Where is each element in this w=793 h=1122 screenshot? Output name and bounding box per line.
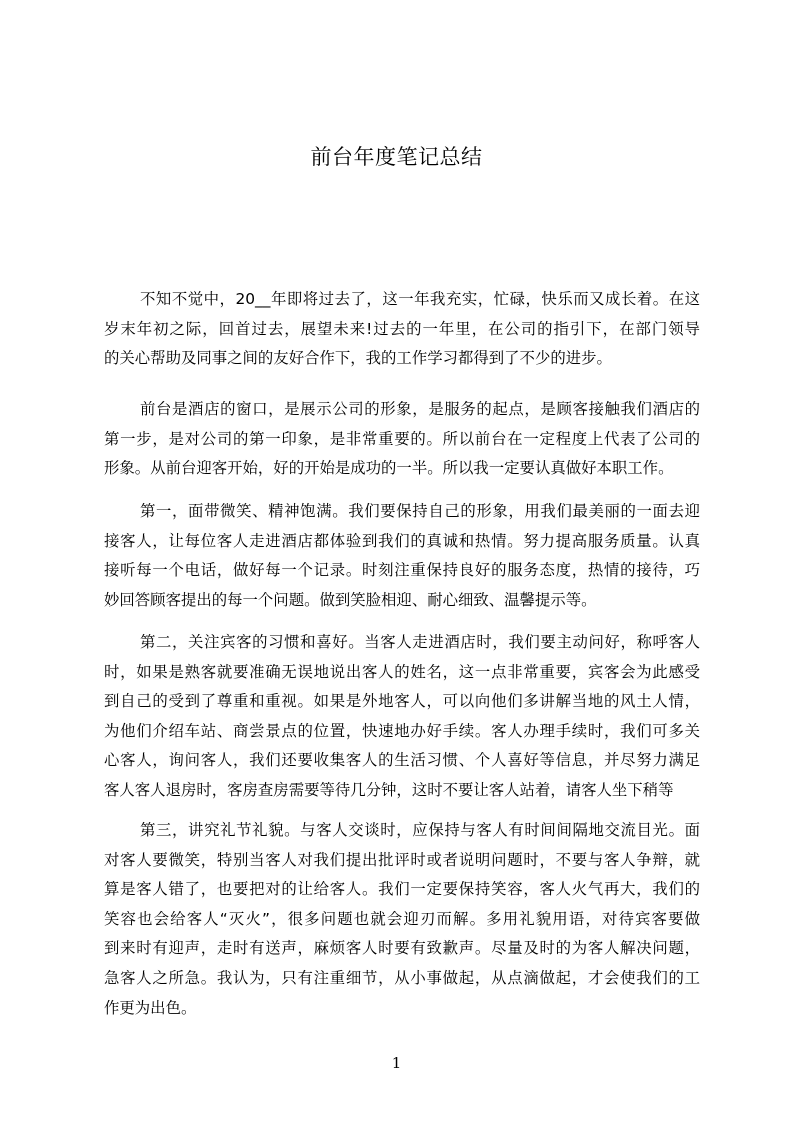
page-number: 1: [391, 1054, 402, 1072]
paragraph-line: 不知不觉中，20__年即将过去了，这一年我充实，忙碌，快乐而又成长着。在这: [140, 290, 700, 308]
paragraph: [104, 497, 700, 615]
paragraph-line: 第一步，是对公司的第一印象，是非常重要的。所以前台在一定程度上代表了公司的: [104, 429, 700, 448]
paragraph-line: 客人客人退房时，客房查房需要等待几分钟，这时不要让客人站着，请客人坐下稍等: [104, 780, 674, 799]
paragraph-line: 为他们介绍车站、商尝景点的位置，快速地办好手续。客人办理手续时，我们可多关: [104, 721, 700, 740]
paragraph-line: 作更为出色。: [104, 998, 197, 1017]
paragraph-line: 第一，面带微笑、精神饱满。我们要保持自己的形象，用我们最美丽的一面去迎: [140, 502, 700, 520]
paragraph-line: 妙回答顾客提出的每一个问题。做到笑脸相迎、耐心细致、温馨提示等。: [104, 590, 597, 609]
paragraph-line: 时，如果是熟客就要准确无误地说出客人的姓名，这一点非常重要，宾客会为此感受: [104, 662, 700, 681]
paragraph-line: 接听每一个电话，做好每一个记录。时刻注重保持良好的服务态度，热情的接待，巧: [104, 561, 700, 580]
page-title: 前台年度笔记总结: [310, 145, 483, 169]
paragraph: [104, 395, 700, 484]
paragraph-line: 算是客人错了，也要把对的让给客人。我们一定要保持笑容，客人火气再大，我们的: [104, 880, 700, 899]
paragraph-line: 心客人，询问客人，我们还要收集客人的生活习惯、个人喜好等信息，并尽努力满足: [104, 751, 700, 770]
paragraph-line: 到来时有迎声，走时有送声，麻烦客人时要有致歉声。尽量及时的为客人解决问题，: [104, 939, 700, 958]
paragraph: [104, 628, 700, 806]
paragraph-line: 岁末年初之际，回首过去，展望未来!过去的一年里，在公司的指引下，在部门领导: [104, 319, 700, 338]
paragraph-line: 笑容也会给客人“灭火”，很多问题也就会迎刃而解。多用礼貌用语，对待宾客要做: [104, 909, 700, 928]
paragraph-line: 急客人之所急。我认为，只有注重细节，从小事做起，从点滴做起，才会使我们的工: [104, 968, 700, 987]
paragraph-line: 接客人，让每位客人走进酒店都体验到我们的真诚和热情。努力提高服务质量。认真: [104, 531, 700, 550]
paragraph-line: 第三，讲究礼节礼貌。与客人交谈时，应保持与客人有时间间隔地交流目光。面: [140, 821, 700, 839]
paragraph-line: 第二，关注宾客的习惯和喜好。当客人走进酒店时，我们要主动问好，称呼客人: [140, 633, 700, 651]
paragraph-line: 前台是酒店的窗口，是展示公司的形象，是服务的起点，是顾客接触我们酒店的: [140, 400, 700, 418]
paragraph-line: 的关心帮助及同事之间的友好合作下，我的工作学习都得到了不少的进步。: [104, 349, 612, 368]
paragraph: [104, 285, 700, 374]
paragraph: [104, 816, 700, 1023]
paragraph-line: 对客人要微笑，特别当客人对我们提出批评时或者说明问题时，不要与客人争辩，就: [104, 850, 700, 869]
paragraph-line: 形象。从前台迎客开始，好的开始是成功的一半。所以我一定要认真做好本职工作。: [104, 459, 674, 478]
paragraph-line: 到自己的受到了尊重和重视。如果是外地客人，可以向他们多讲解当地的风土人情，: [104, 692, 700, 711]
